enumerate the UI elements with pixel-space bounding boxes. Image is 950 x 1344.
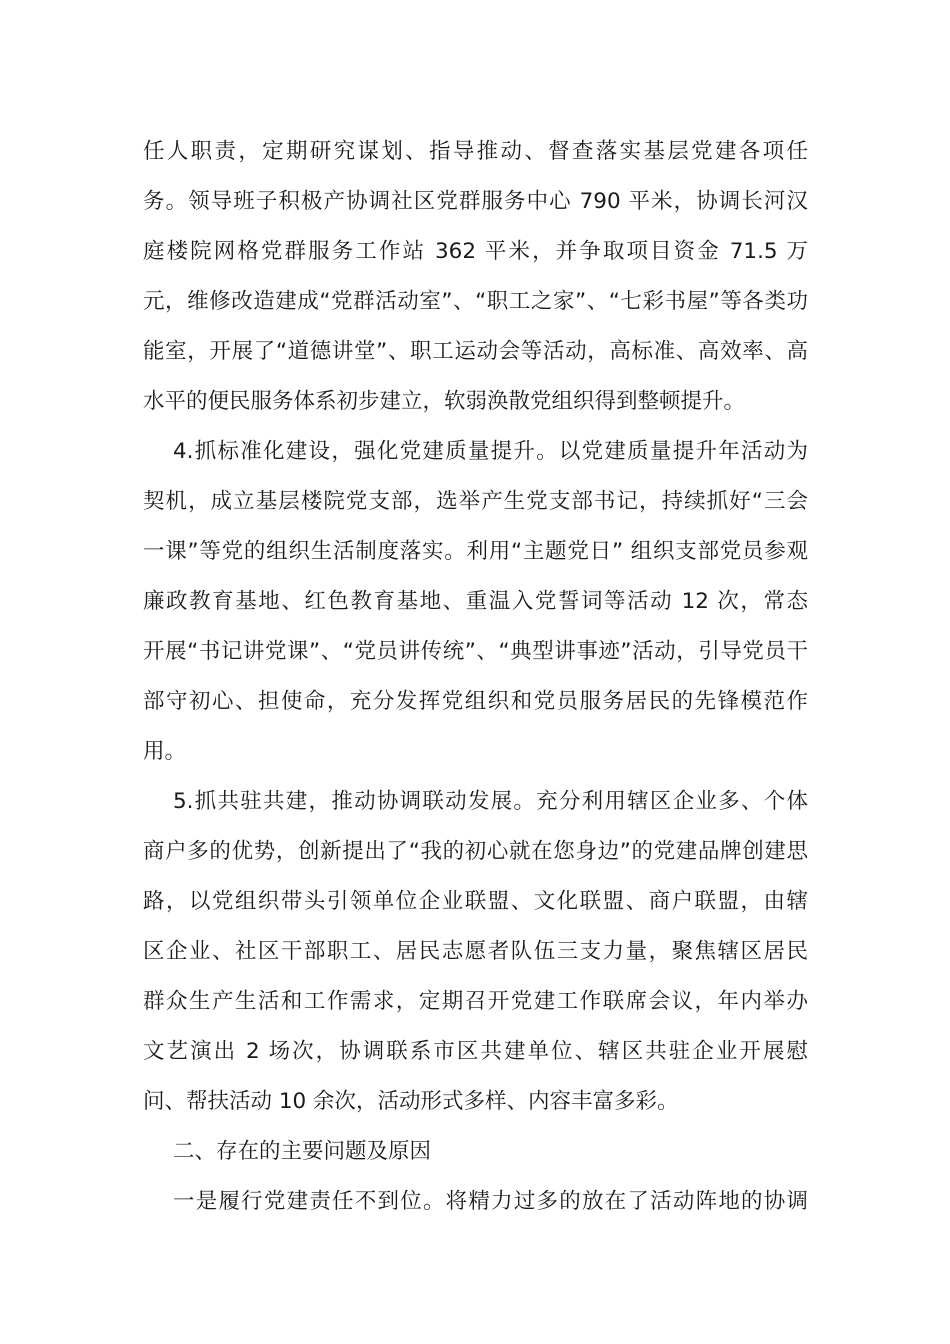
text-line: 群众生产生活和工作需求，定期召开党建工作联席会议，年内举办 — [143, 989, 808, 1014]
text-line: 文艺演出 2 场次，协调联系市区共建单位、辖区共驻企业开展慰 — [143, 1039, 808, 1064]
text-line: 能室，开展了“道德讲堂”、职工运动会等活动，高标准、高效率、高 — [143, 339, 808, 364]
text-line: 4.抓标准化建设，强化党建质量提升。以党建质量提升年活动为 — [173, 439, 808, 464]
text-line: 契机，成立基层楼院党支部，选举产生党支部书记，持续抓好“三会 — [143, 489, 808, 514]
text-line: 一课”等党的组织生活制度落实。利用“主题党日” 组织支部党员参观 — [143, 539, 808, 564]
document-body — [143, 127, 808, 1227]
text-line: 务。领导班子积极产协调社区党群服务中心 790 平米，协调长河汉 — [143, 189, 808, 214]
text-line: 开展“书记讲党课”、“党员讲传统”、“典型讲事迹”活动，引导党员干 — [143, 639, 808, 664]
text-line: 任人职责，定期研究谋划、指导推动、督查落实基层党建各项任 — [143, 139, 808, 164]
text-line: 5.抓共驻共建，推动协调联动发展。充分利用辖区企业多、个体 — [173, 789, 808, 814]
text-line: 问、帮扶活动 10 余次，活动形式多样、内容丰富多彩。 — [143, 1089, 679, 1114]
text-line: 用。 — [143, 739, 187, 764]
text-line: 元，维修改造建成“党群活动室”、“职工之家”、“七彩书屋”等各类功 — [143, 289, 808, 314]
text-line: 部守初心、担使命，充分发挥党组织和党员服务居民的先锋模范作 — [143, 689, 808, 714]
text-line: 商户多的优势，创新提出了“我的初心就在您身边”的党建品牌创建思 — [143, 839, 808, 864]
text-line: 水平的便民服务体系初步建立，软弱涣散党组织得到整顿提升。 — [143, 389, 746, 414]
text-line: 一是履行党建责任不到位。将精力过多的放在了活动阵地的协调 — [173, 1189, 808, 1214]
text-line: 区企业、社区干部职工、居民志愿者队伍三支力量，聚焦辖区居民 — [143, 939, 808, 964]
text-line: 路，以党组织带头引领单位企业联盟、文化联盟、商户联盟，由辖 — [143, 889, 808, 914]
text-line: 二、存在的主要问题及原因 — [173, 1139, 432, 1164]
text-line: 庭楼院网格党群服务工作站 362 平米，并争取项目资金 71.5 万 — [143, 239, 808, 264]
text-line: 廉政教育基地、红色教育基地、重温入党誓词等活动 12 次，常态 — [143, 589, 808, 614]
